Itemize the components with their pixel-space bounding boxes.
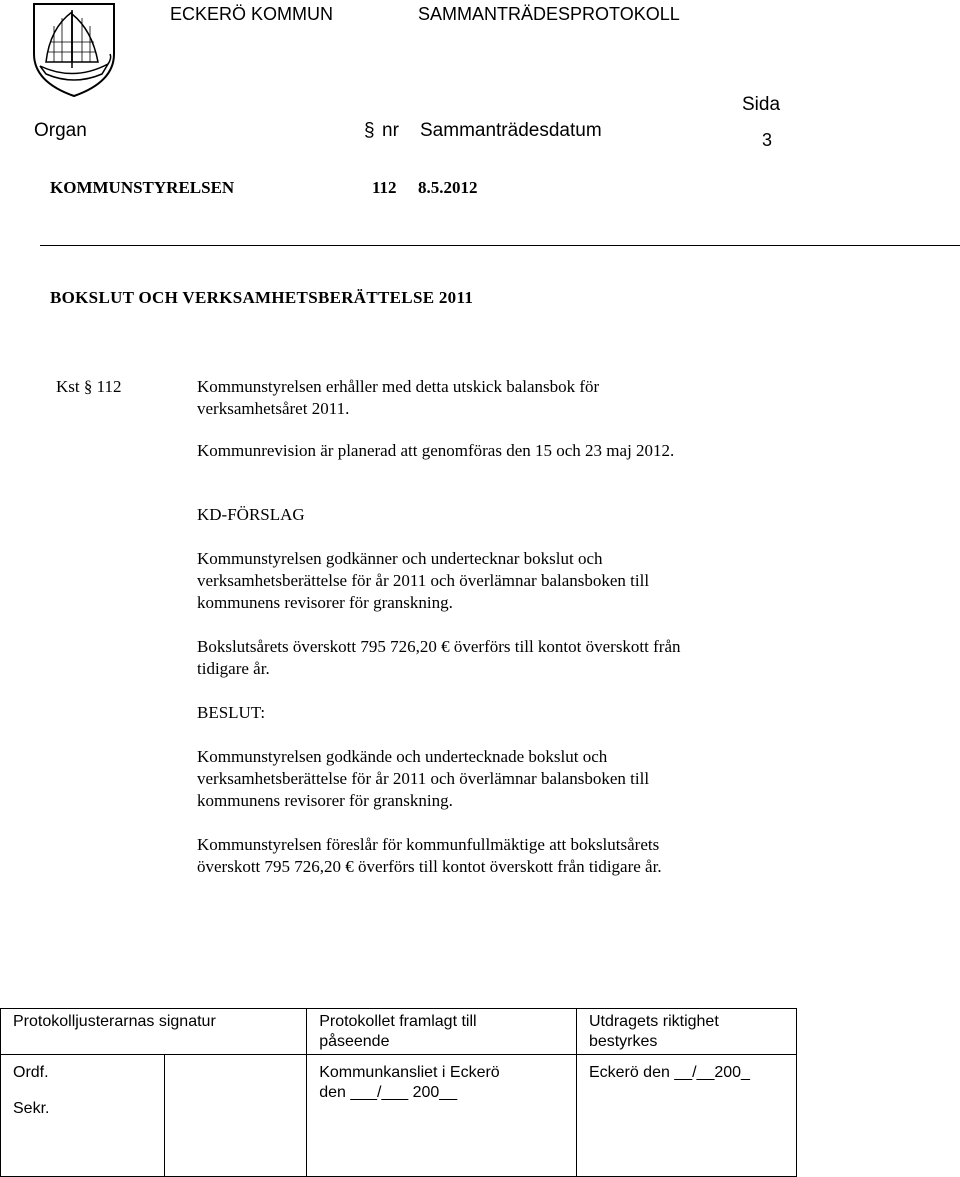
crest-logo [32,2,116,98]
document-type: SAMMANTRÄDESPROTOKOLL [418,4,680,24]
office-line: Kommunkansliet i Eckerö [319,1064,500,1081]
signature-label-cell [1,1009,307,1055]
paragraph-ref: Kst § 112 [56,377,122,396]
posted-label: Protokollet framlagt till [319,1013,477,1030]
date-value: 8.5.2012 [418,178,478,197]
signature-blank-cell [165,1055,307,1177]
secretary-label: Sekr. [13,1100,50,1117]
ship-crest-icon [32,2,116,98]
extract-place-date: Eckerö den __/__200_ [588,1064,750,1081]
intro-line: Kommunstyrelsen erhåller med detta utskick balansbok för [197,377,600,396]
extract-label: Utdragets riktighet [588,1013,719,1030]
posted-label: påseende [319,1033,390,1050]
revision-text: Kommunrevision är planerad att genomföras den 15 och 23 maj 2012. [197,441,675,460]
surplus-line: Bokslutsårets överskott 795 726,20 € överförs till kontot överskott från [197,637,681,656]
section-mark-icon: § [364,120,375,141]
header-divider [40,245,960,246]
decision-line: verksamhetsberättelse för år 2011 och överlämnar balansboken till [197,769,650,788]
nr-label: nr [382,120,399,141]
municipality-name: ECKERÖ KOMMUN [170,4,334,24]
proposal-line: Kommunstyrelsen godkänner och undertecknar bokslut och [197,549,603,568]
footer-signature-table [0,1008,797,1177]
extract-label: bestyrkes [588,1033,658,1050]
organ-label: Organ [34,120,87,141]
page-number: 3 [762,130,773,150]
intro-line: verksamhetsåret 2011. [197,399,350,418]
chair-secretary-cell [1,1055,165,1177]
proposal-line: verksamhetsberättelse för år 2011 och överlämnar balansboken till [197,571,650,590]
proposal2-line: överskott 795 726,20 € överförs till kontot överskott från tidigare år. [197,857,662,876]
proposal-line: kommunens revisorer för granskning. [197,593,453,612]
intro-paragraph [197,376,837,878]
decision-line: kommunens revisorer för granskning. [197,791,453,810]
organ-value: KOMMUNSTYRELSEN [50,178,235,197]
proposal-heading: KD-FÖRSLAG [197,505,305,524]
proposal2-line: Kommunstyrelsen föreslår för kommunfullmäktige att bokslutsårets [197,835,660,854]
surplus-line: tidigare år. [197,659,270,678]
office-date-line: den ___/___ 200__ [319,1084,458,1101]
posted-label-cell [307,1009,577,1055]
office-cell [307,1055,577,1177]
extract-place-cell [576,1055,796,1177]
page-label: Sida [742,94,781,115]
signature-label: Protokolljusterarnas signatur [13,1013,216,1030]
chair-label: Ordf. [13,1064,49,1081]
date-label: Sammanträdesdatum [420,120,602,141]
decision-line: Kommunstyrelsen godkände och undertecknade bokslut och [197,747,608,766]
nr-value: 112 [372,178,397,197]
decision-heading: BESLUT: [197,703,266,722]
extract-label-cell [576,1009,796,1055]
section-title: BOKSLUT OCH VERKSAMHETSBERÄTTELSE 2011 [50,288,474,307]
